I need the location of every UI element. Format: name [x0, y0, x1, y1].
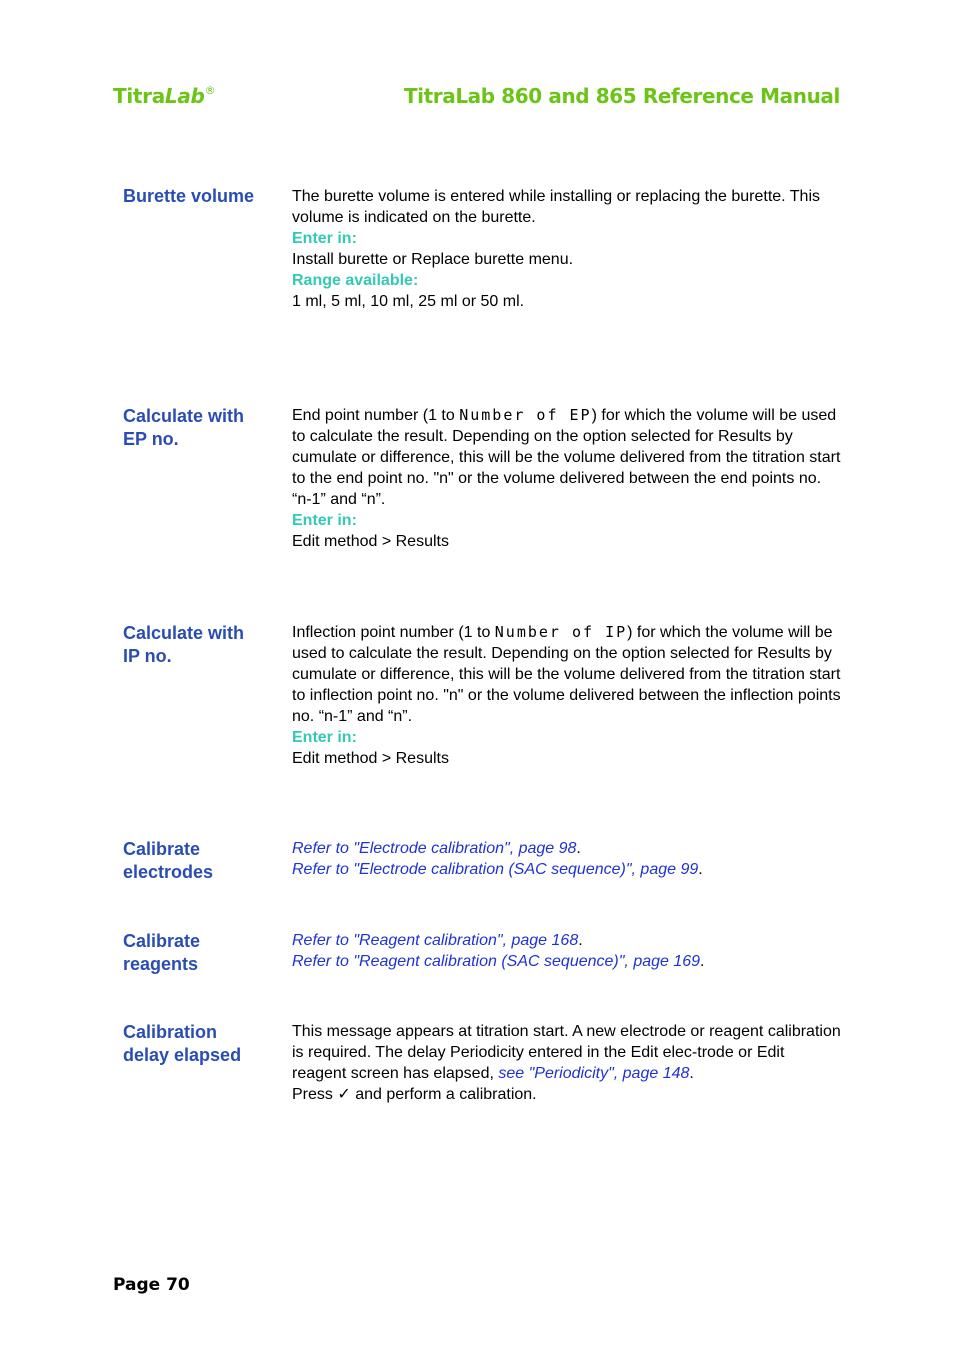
burette-enter-label: Enter in: — [292, 230, 357, 247]
calculate-ip-enter-label: Enter in: — [292, 729, 357, 746]
term-calibrate-electrodes: Calibrate electrodes — [123, 839, 214, 882]
calibration-delay-description: This message appears at titration start. A new electrode or reagent calibration is required. The delay Periodicity entered in the Edit elec-trode or Edit reagent screen has elapsed, see "Periodicity", page 148. — [292, 1023, 841, 1082]
link-periodicity[interactable]: see "Periodicity", page 148 — [498, 1065, 690, 1082]
desc-calibrate-reagents: Refer to "Reagent calibration", page 168. Refer to "Reagent calibration (SAC sequence)", page 169. — [292, 932, 705, 970]
desc-calibrate-electrodes: Refer to "Electrode calibration", page 98. Refer to "Electrode calibration (SAC sequence)", page 99. — [292, 840, 703, 878]
calibration-press-instruction: Press ✓ and perform a calibration. — [292, 1086, 537, 1103]
term-burette-volume: Burette volume — [123, 186, 255, 206]
page-number: Page 70 — [113, 1275, 190, 1295]
manual-title: TitraLab 860 and 865 Reference Manual — [403, 84, 840, 108]
burette-description: The burette volume is entered while installing or replacing the burette. This volume is indicated on the burette. — [292, 188, 820, 226]
parameter-code: Number of EP — [459, 406, 592, 424]
term-calibration-delay: Calibration delay elapsed — [123, 1022, 242, 1065]
desc-calculate-ip — [292, 622, 842, 769]
burette-range-label: Range available: — [292, 272, 419, 289]
parameter-code: Number of IP — [494, 623, 628, 641]
link-electrode-calibration[interactable]: Refer to "Electrode calibration", page 98 — [292, 840, 577, 857]
term-calibrate-reagents: Calibrate reagents — [123, 931, 201, 974]
brand-logo: TitraLab® — [113, 84, 216, 108]
term-calculate-ip: Calculate with IP no. — [123, 623, 245, 666]
calculate-ip-enter-text: Edit method > Results — [292, 750, 449, 767]
desc-calibration-delay — [292, 1021, 842, 1105]
link-reagent-calibration[interactable]: Refer to "Reagent calibration", page 168 — [292, 932, 579, 949]
term-calculate-ep: Calculate with EP no. — [123, 406, 245, 449]
calculate-ep-enter-text: Edit method > Results — [292, 533, 449, 550]
desc-burette-volume — [292, 186, 842, 312]
checkmark-icon: ✓ — [337, 1086, 351, 1103]
link-reagent-calibration-sac[interactable]: Refer to "Reagent calibration (SAC sequence)", page 169 — [292, 953, 701, 970]
calculate-ep-description: End point number (1 to Number of EP) for which the volume will be used to calculate the result. Depending on the option selected for Results by cumulate or difference, this will be the volume delivered from the titration start to the end point no. "n" or the volume delivered between the end points no. “n-1” and “n”. — [292, 406, 841, 508]
calculate-ip-description: Inflection point number (1 to Number of IP) for which the volume will be used to calculate the result. Depending on the option selected for Results by cumulate or difference, this will be the volume delivered from the titration start to inflection point no. "n" or the volume delivered between the inflection points no. “n-1” and “n”. — [292, 623, 841, 725]
burette-range-text: 1 ml, 5 ml, 10 ml, 25 ml or 50 ml. — [292, 293, 525, 310]
link-electrode-calibration-sac[interactable]: Refer to "Electrode calibration (SAC sequence)", page 99 — [292, 861, 699, 878]
calculate-ep-enter-label: Enter in: — [292, 512, 357, 529]
desc-calculate-ep — [292, 405, 842, 552]
burette-enter-text: Install burette or Replace burette menu. — [292, 251, 574, 268]
